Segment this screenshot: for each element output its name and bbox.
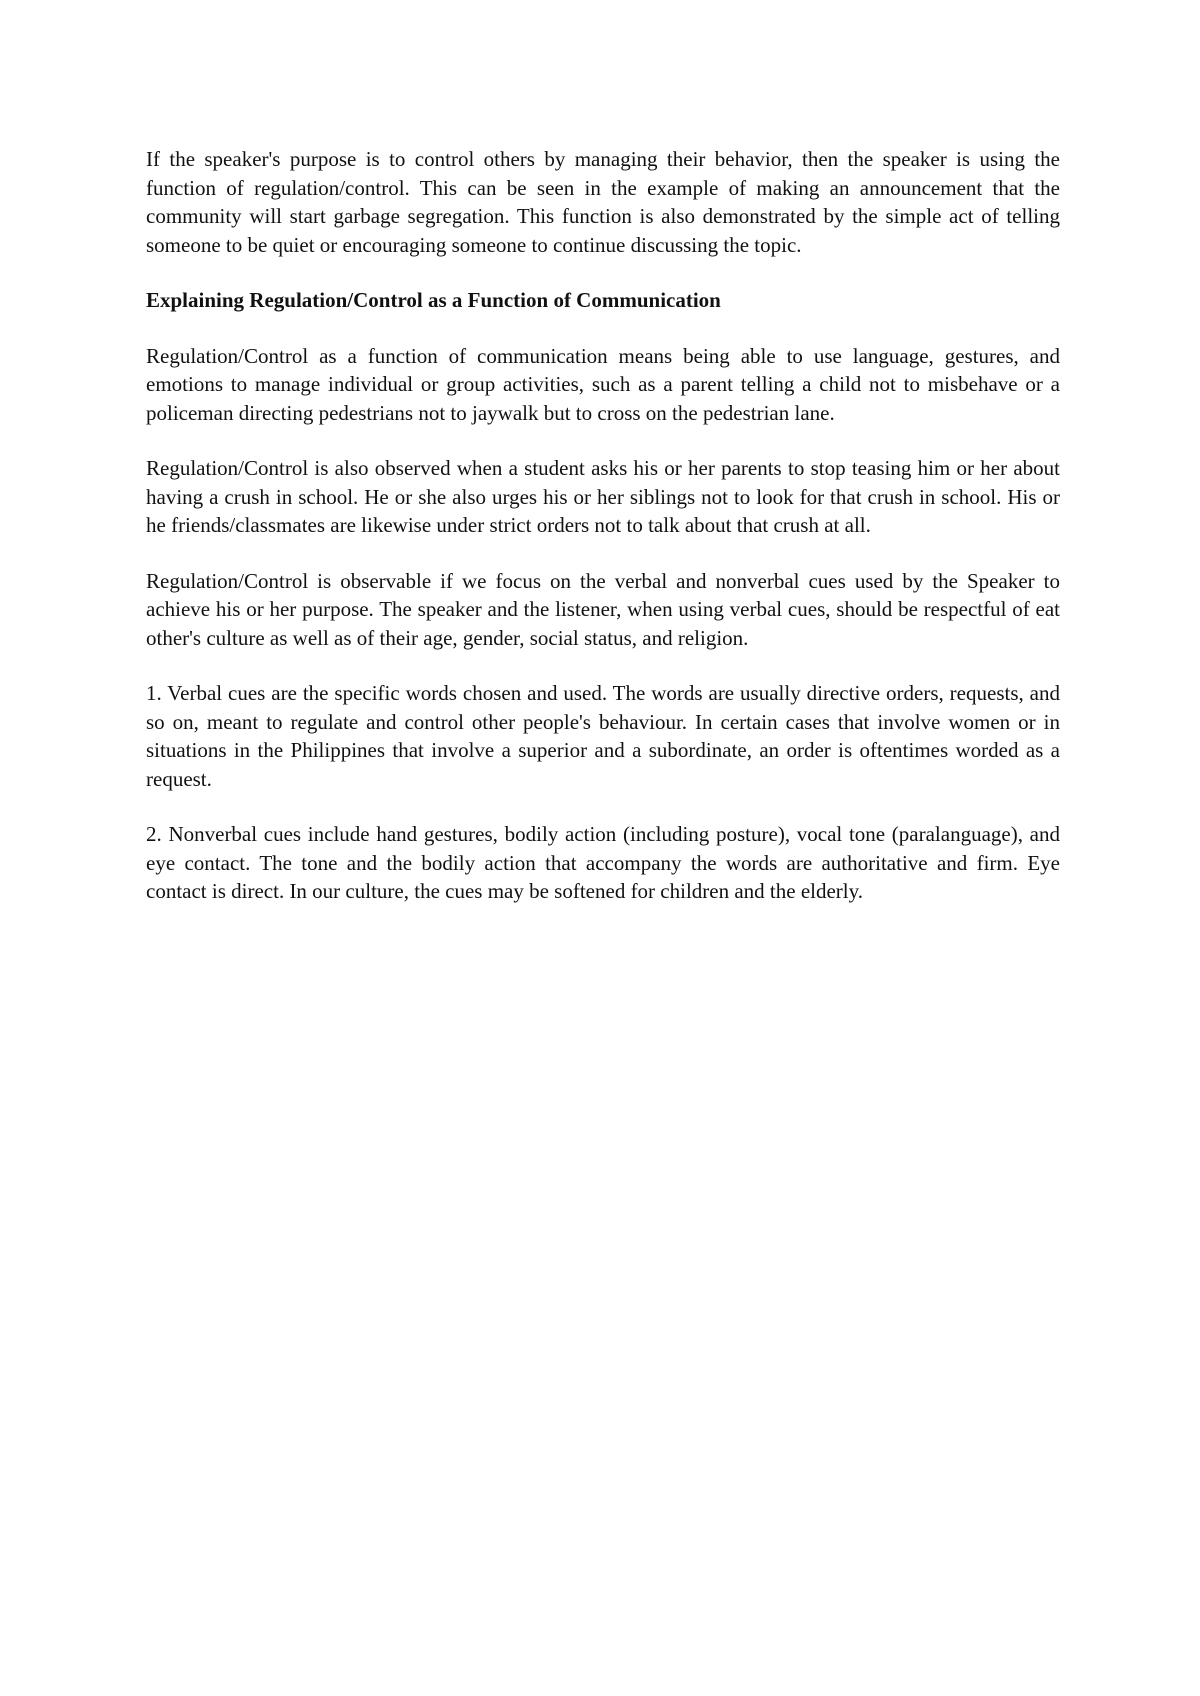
intro-paragraph: If the speaker's purpose is to control others by managing their behavior, then the speaker is using the function of regulation/control. This can be seen in the example of making an announcement that the community will start garbage segregation. This function is also demonstrated by the simple act of telling someone to be quiet or encouraging someone to continue discussing the topic. [146,147,1060,257]
document-body [146,145,1060,933]
list-item-nonverbal-cues: 2. Nonverbal cues include hand gestures, bodily action (including posture), vocal tone (paralanguage), and eye contact. The tone and the bodily action that accompany the words are authoritative and firm. Eye contact is direct. In our culture, the cues may be softened for children and the elderly. [146,822,1060,903]
section-heading: Explaining Regulation/Control as a Function of Communication [146,288,721,312]
list-item-verbal-cues: 1. Verbal cues are the specific words chosen and used. The words are usually directive orders, requests, and so on, meant to regulate and control other people's behaviour. In certain cases that involve women or in situations in the Philippines that involve a superior and a subordinate, an order is oftentimes worded as a request. [146,681,1060,791]
paragraph-definition: Regulation/Control as a function of communication means being able to use language, gestures, and emotions to manage individual or group activities, such as a parent telling a child not to misbehave or a policeman directing pedestrians not to jaywalk but to cross on the pedestrian lane. [146,343,1060,425]
paragraph-student-example: Regulation/Control is also observed when a student asks his or her parents to stop teasing him or her about having a crush in school. He or she also urges his or her siblings not to look for that crush in school. His or he friends/classmates are likewise under strict orders not to talk about that crush at all. [146,456,1060,537]
paragraph-cues-overview: Regulation/Control is observable if we focus on the verbal and nonverbal cues used by the Speaker to achieve his or her purpose. The speaker and the listener, when using verbal cues, should be respectful of eat other's culture as well as of their age, gender, social status, and religion. [146,568,1060,650]
